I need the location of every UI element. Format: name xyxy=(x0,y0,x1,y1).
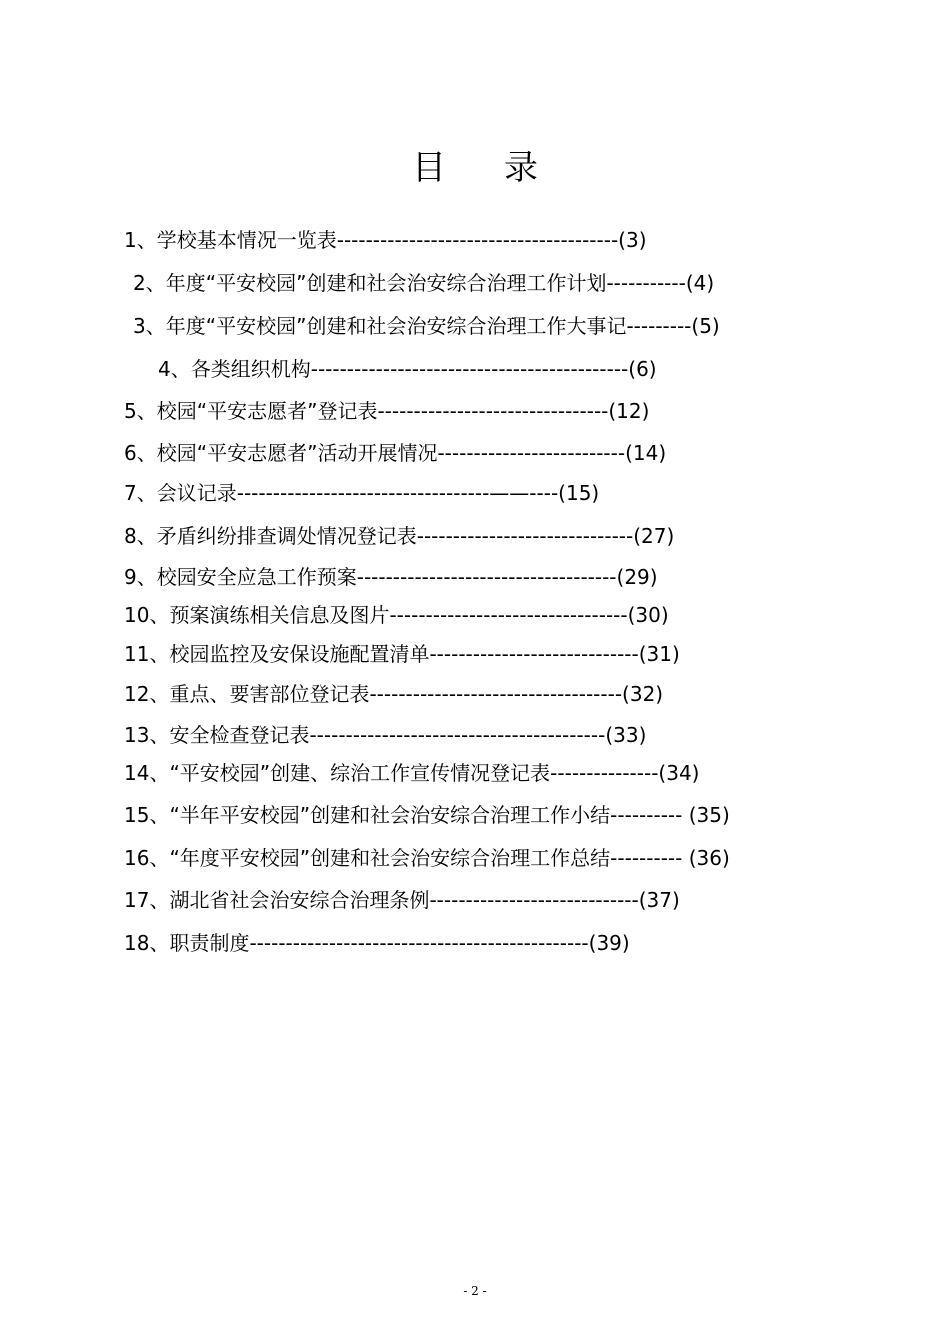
toc-entry-6[interactable]: 6、校园“平安志愿者”活动开展情况--------------------------(14) xyxy=(124,441,667,465)
toc-entry-5[interactable]: 5、校园“平安志愿者”登记表--------------------------------(12) xyxy=(124,399,650,423)
toc-entry-18[interactable]: 18、职责制度-----------------------------------------------(39) xyxy=(124,931,630,955)
toc-entry-16[interactable]: 16、“年度平安校园”创建和社会治安综合治理工作总结---------- (36) xyxy=(124,846,730,870)
toc-entry-17[interactable]: 17、湖北省社会治安综合治理条例-----------------------------(37) xyxy=(124,888,680,912)
toc-entry-7[interactable]: 7、会议记录-----------------------------------——----(15) xyxy=(124,481,600,505)
toc-entry-11[interactable]: 11、校园监控及安保设施配置清单-----------------------------(31) xyxy=(124,642,680,666)
toc-entry-2[interactable]: 2、年度“平安校园”创建和社会治安综合治理工作计划-----------(4) xyxy=(133,271,715,295)
toc-entry-12[interactable]: 12、重点、要害部位登记表-----------------------------------(32) xyxy=(124,682,664,706)
toc-entry-8[interactable]: 8、矛盾纠纷排查调处情况登记表------------------------------(27) xyxy=(124,524,675,548)
page-number: - 2 - xyxy=(463,1284,487,1298)
toc-entry-10[interactable]: 10、预案演练相关信息及图片---------------------------------(30) xyxy=(124,603,669,627)
toc-entry-15[interactable]: 15、“半年平安校园”创建和社会治安综合治理工作小结---------- (35) xyxy=(124,803,730,827)
toc-entry-3[interactable]: 3、年度“平安校园”创建和社会治安综合治理工作大事记---------(5) xyxy=(133,314,720,338)
toc-entry-1[interactable]: 1、学校基本情况一览表---------------------------------------(3) xyxy=(124,228,647,252)
toc-entry-14[interactable]: 14、“平安校园”创建、综治工作宣传情况登记表---------------(34) xyxy=(124,761,700,785)
toc-entry-13[interactable]: 13、安全检查登记表-----------------------------------------(33) xyxy=(124,723,647,747)
toc-title-char-2: 录 xyxy=(504,148,538,188)
toc-title-char-1: 目 xyxy=(412,148,446,188)
toc-entry-9[interactable]: 9、校园安全应急工作预案------------------------------------(29) xyxy=(124,565,658,589)
toc-entry-4[interactable]: 4、各类组织机构--------------------------------------------(6) xyxy=(158,357,657,381)
